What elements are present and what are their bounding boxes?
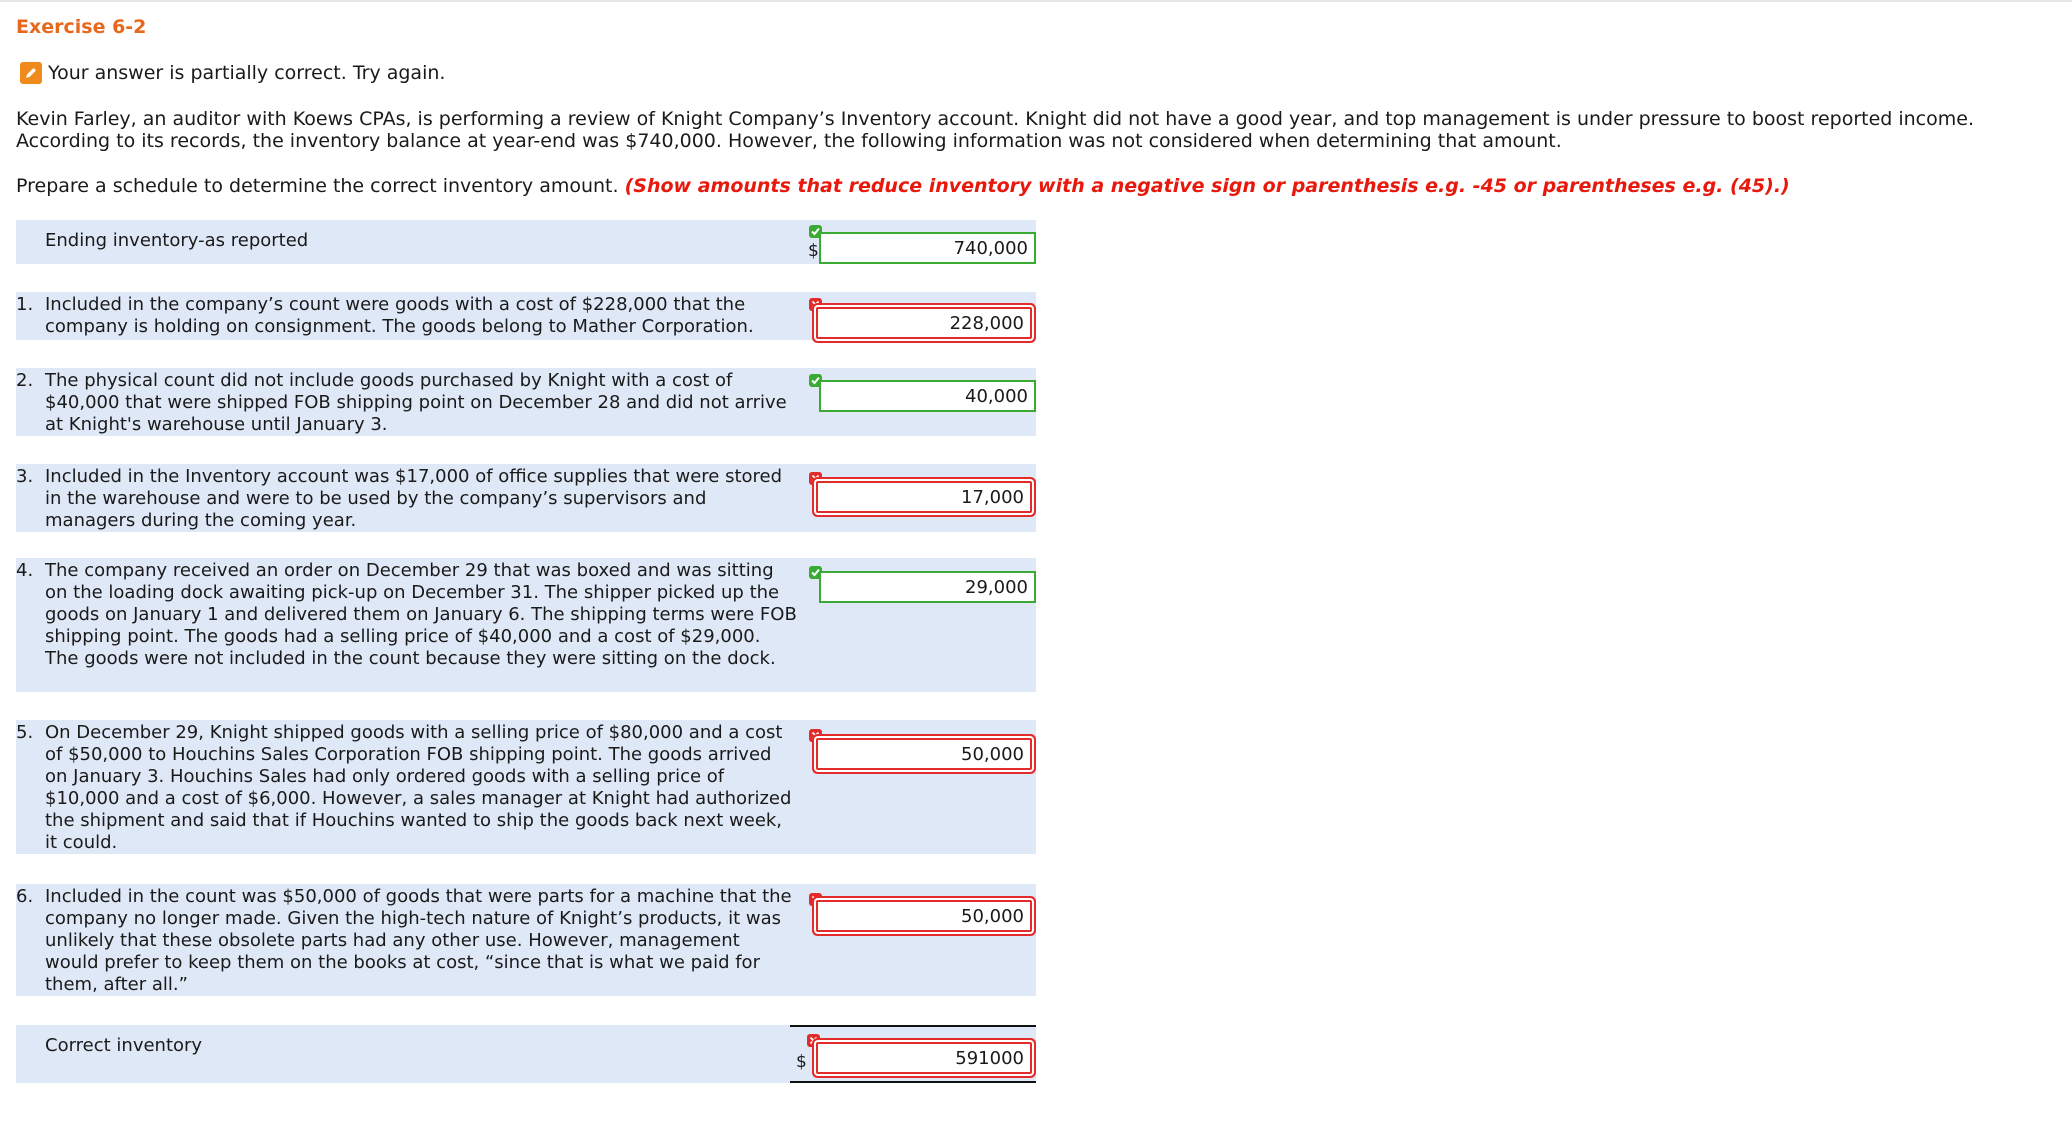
- item-number: 6.: [16, 886, 34, 907]
- item-description: Included in the Inventory account was $17,000 of office supplies that were stored in the warehouse and were to be used by the company’s supervisors and managers during the coming year.: [45, 466, 783, 531]
- correct-inventory-input[interactable]: 591000: [816, 1042, 1032, 1074]
- item-3-adjustment-input[interactable]: 17,000: [816, 481, 1032, 513]
- item-4-adjustment-input[interactable]: 29,000: [819, 571, 1036, 603]
- instructions-main: Prepare a schedule to determine the correct inventory amount.: [16, 175, 619, 197]
- item-description: The company received an order on December 29 that was boxed and was sitting on the loading dock awaiting pick-up on December 31. The shipper picked up the goods on January 1 and delivered them on January 6. The shipping terms were FOB shipping point. The goods had a selling price of $40,000 and a cost of $29,000. The goods were not included in the count because they were sitting on the dock.: [45, 560, 797, 669]
- item-number: 4.: [16, 560, 34, 581]
- answer-status: [20, 62, 445, 84]
- ending-inventory-label: Ending inventory-as reported: [45, 230, 309, 251]
- subtotal-rule: [790, 1025, 1036, 1027]
- item-1-adjustment-input[interactable]: 228,000: [816, 307, 1032, 339]
- instructions: [16, 175, 1790, 197]
- correct-inventory-label: Correct inventory: [45, 1035, 203, 1056]
- instructions-hint: (Show amounts that reduce inventory with a negative sign or parenthesis e.g. -45 or parentheses e.g. (45).): [624, 175, 1790, 197]
- dollar-sign: $: [808, 241, 819, 261]
- top-border: [0, 0, 2072, 2]
- pencil-icon: [20, 62, 42, 84]
- dollar-sign: $: [796, 1052, 807, 1072]
- item-number: 2.: [16, 370, 34, 391]
- item-description: Included in the count was $50,000 of goods that were parts for a machine that the company no longer made. Given the high-tech nature of Knight’s products, it was unlikely that these obsolete parts had any other use. However, management would prefer to keep them on the books at cost, “since that is what we paid for them, after all.”: [45, 886, 792, 995]
- item-number: 5.: [16, 722, 34, 743]
- item-6-adjustment-input[interactable]: 50,000: [816, 900, 1032, 932]
- total-double-rule: [790, 1081, 1036, 1083]
- item-number: 3.: [16, 466, 34, 487]
- ending-inventory-input[interactable]: 740,000: [819, 232, 1036, 264]
- item-description: The physical count did not include goods purchased by Knight with a cost of $40,000 that were shipped FOB shipping point on December 28 and did not arrive at Knight's warehouse until January 3.: [45, 370, 787, 435]
- item-description: On December 29, Knight shipped goods with a selling price of $80,000 and a cost of $50,000 to Houchins Sales Corporation FOB shipping point. The goods arrived on January 3. Houchins Sales had only ordered goods with a selling price of $10,000 and a cost of $6,000. However, a sales manager at Knight had authorized the shipment and said that if Houchins wanted to ship the goods back next week, it could.: [45, 722, 792, 853]
- item-number: 1.: [16, 294, 34, 315]
- item-description: Included in the company’s count were goods with a cost of $228,000 that the company is holding on consignment. The goods belong to Mather Corporation.: [45, 294, 754, 337]
- item-2-adjustment-input[interactable]: 40,000: [819, 380, 1036, 412]
- problem-intro: Kevin Farley, an auditor with Koews CPAs, is performing a review of Knight Company’s Inventory account. Knight did not have a good year, and top management is under pressure to boost reported income. According to its records, the inventory balance at year-end was $740,000. However, the following information was not considered when determining that amount.: [16, 108, 1974, 152]
- exercise-title: Exercise 6-2: [16, 16, 147, 38]
- item-5-adjustment-input[interactable]: 50,000: [816, 738, 1032, 770]
- status-text: Your answer is partially correct. Try again.: [48, 62, 446, 84]
